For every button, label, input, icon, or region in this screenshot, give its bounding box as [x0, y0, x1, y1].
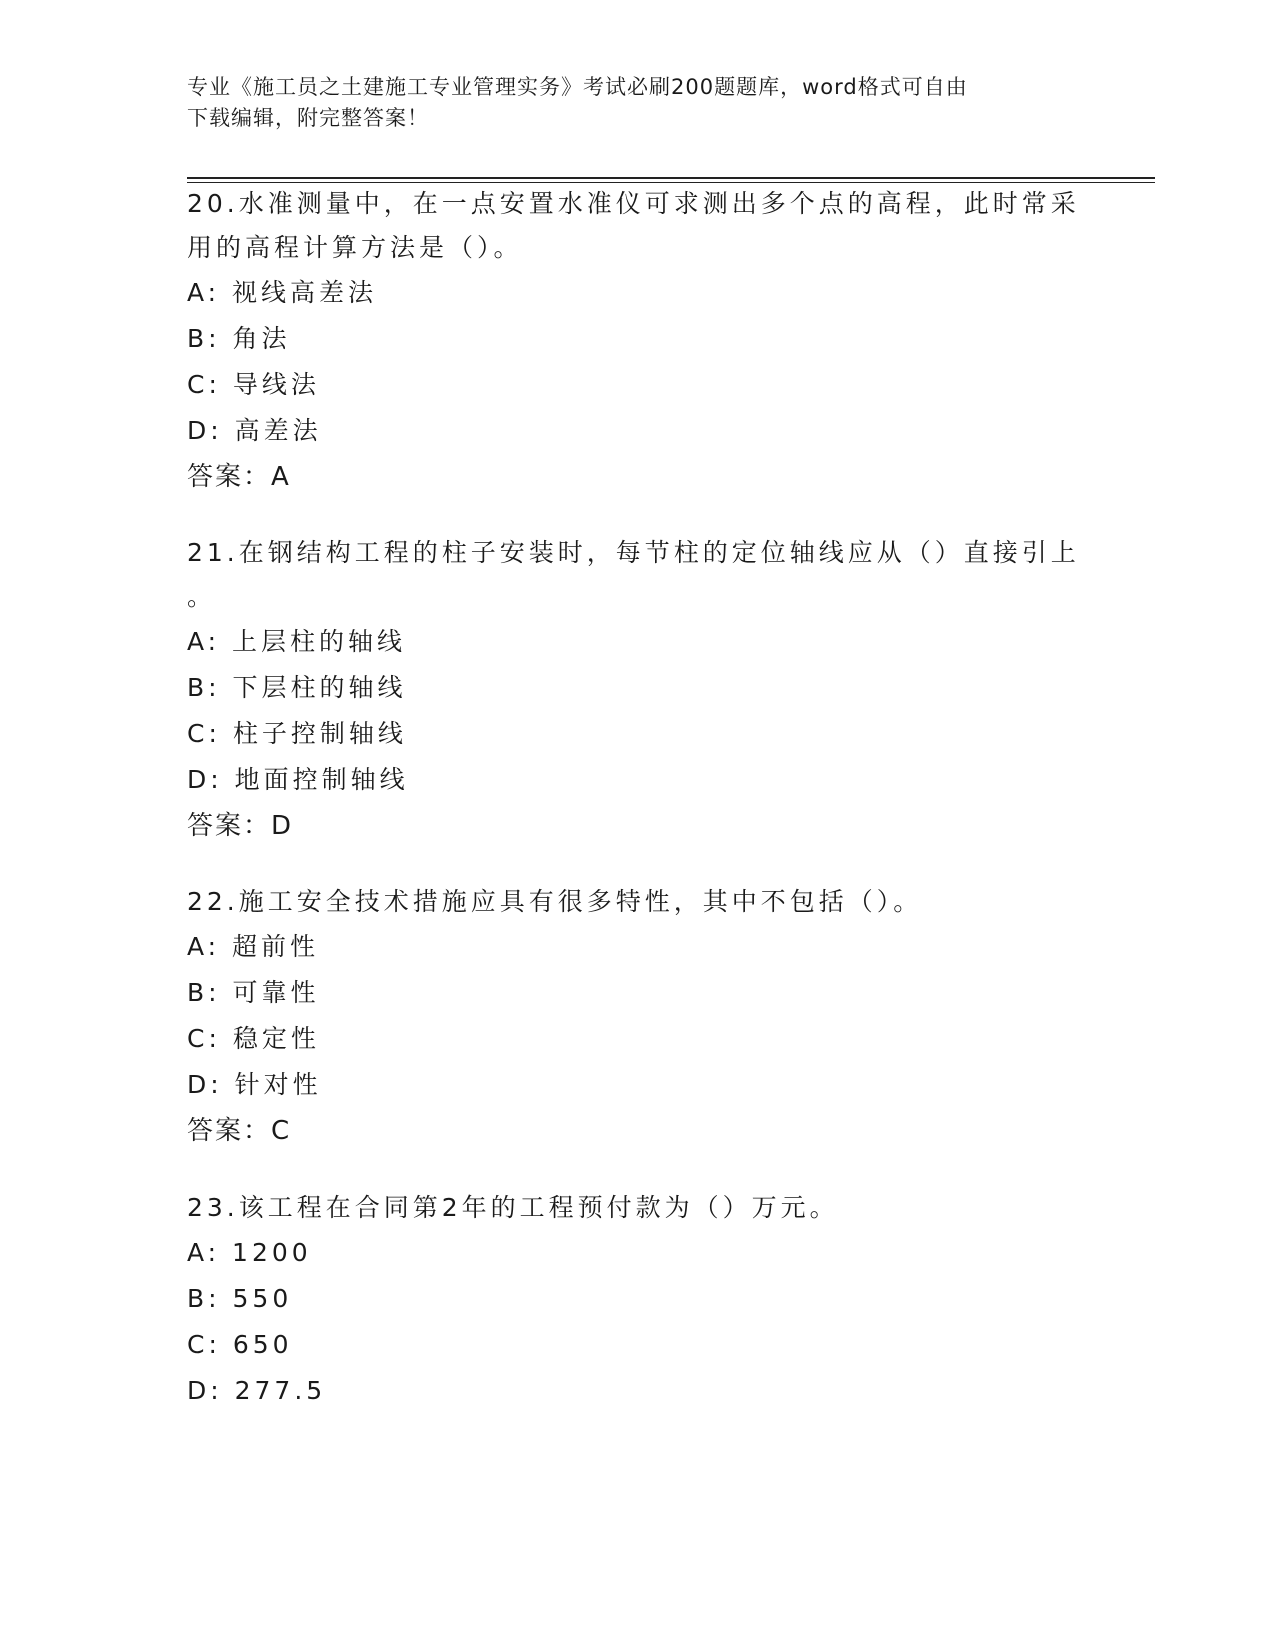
question-22: [187, 880, 1087, 1154]
option-c: C: 柱子控制轴线: [187, 719, 407, 748]
option-d: D: 277.5: [187, 1376, 327, 1405]
question-20: [187, 182, 1087, 500]
option-b: B: 550: [187, 1284, 293, 1313]
option-a: A: 视线高差法: [187, 278, 378, 307]
question-21: [187, 531, 1087, 849]
question-stem-line-2: 用的高程计算方法是（）。: [187, 233, 523, 262]
answer: 答案：C: [187, 1116, 292, 1146]
option-a: A: 上层柱的轴线: [187, 627, 407, 656]
option-d: D: 高差法: [187, 416, 322, 445]
option-c: C: 导线法: [187, 370, 320, 399]
option-a: A: 1200: [187, 1238, 312, 1267]
header-line-1: 专业《施工员之土建施工专业管理实务》考试必刷200题题库，word格式可自由: [187, 75, 968, 99]
question-stem-line-1: 20.水准测量中，在一点安置水准仪可求测出多个点的高程，此时常采: [187, 189, 1080, 218]
option-a: A: 超前性: [187, 932, 320, 961]
question-stem-line-1: 21.在钢结构工程的柱子安装时，每节柱的定位轴线应从（）直接引上: [187, 538, 1080, 567]
document-header: [187, 72, 1077, 134]
answer: 答案：A: [187, 462, 291, 492]
question-stem-line-1: 22.施工安全技术措施应具有很多特性，其中不包括（）。: [187, 887, 923, 916]
question-stem-line-1: 23.该工程在合同第2年的工程预付款为（）万元。: [187, 1193, 839, 1222]
answer: 答案：D: [187, 811, 294, 841]
header-divider-thick: [187, 177, 1155, 179]
option-d: D: 针对性: [187, 1070, 322, 1099]
option-b: B: 可靠性: [187, 978, 320, 1007]
question-23: [187, 1186, 1087, 1414]
option-b: B: 下层柱的轴线: [187, 673, 407, 702]
option-c: C: 650: [187, 1330, 293, 1359]
question-stem-line-2: 。: [187, 582, 217, 611]
header-line-2: 下载编辑，附完整答案！: [187, 106, 429, 130]
option-c: C: 稳定性: [187, 1024, 320, 1053]
option-b: B: 角法: [187, 324, 291, 353]
option-d: D: 地面控制轴线: [187, 765, 409, 794]
